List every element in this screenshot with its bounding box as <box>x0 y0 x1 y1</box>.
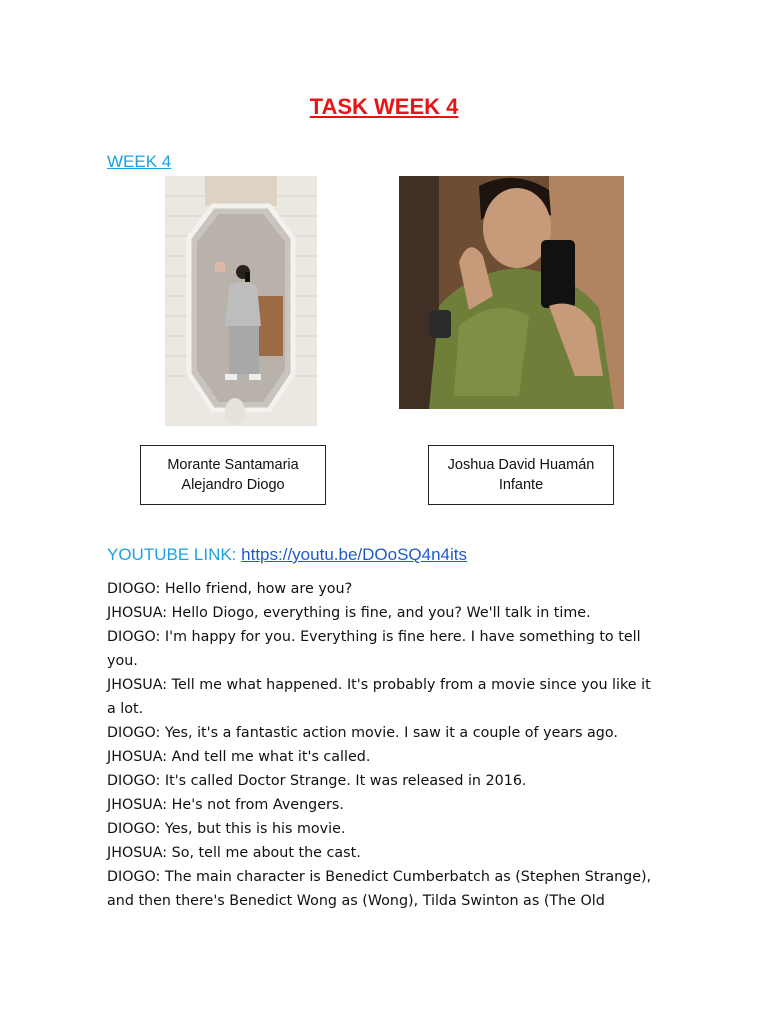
page-title: TASK WEEK 4 <box>309 94 459 119</box>
dialogue-line: JHOSUA: And tell me what it's called. <box>107 749 371 765</box>
youtube-link-url[interactable]: https://youtu.be/DOoSQ4n4its <box>241 545 468 564</box>
dialogue-line: DIOGO: Yes, but this is his movie. <box>107 821 346 837</box>
mirror-selfie-illustration <box>165 176 317 426</box>
dialogue-line: DIOGO: Hello friend, how are you? <box>107 581 353 597</box>
dialogue-line: JHOSUA: So, tell me about the cast. <box>107 845 361 861</box>
name-right-line-1: Joshua David Huamán <box>447 457 595 473</box>
dialogue-line: JHOSUA: Tell me what happened. It's probably from a movie since you like it a lot. <box>107 677 651 717</box>
dialogue-line: JHOSUA: Hello Diogo, everything is fine, and you? We'll talk in time. <box>107 605 591 621</box>
dialogue-text <box>107 577 657 913</box>
selfie-photo <box>399 176 624 409</box>
dialogue-line: DIOGO: The main character is Benedict Cumberbatch as (Stephen Strange), and then there's Benedict Wong as (Wong), Tilda Swinton as (The Old <box>107 869 652 909</box>
dialogue-line: DIOGO: It's called Doctor Strange. It was released in 2016. <box>107 773 527 789</box>
name-left-line-1: Morante Santamaria <box>167 457 299 473</box>
name-left-line-2: Alejandro Diogo <box>181 477 285 493</box>
dialogue-line: DIOGO: Yes, it's a fantastic action movie. I saw it a couple of years ago. <box>107 725 618 741</box>
week-heading[interactable]: WEEK 4 <box>107 152 172 171</box>
youtube-link-label: YOUTUBE LINK: <box>107 545 237 564</box>
mirror-selfie-photo <box>165 176 317 426</box>
name-right-line-2: Infante <box>498 477 544 493</box>
dialogue-line: JHOSUA: He's not from Avengers. <box>107 797 344 813</box>
youtube-link-line <box>107 545 467 565</box>
name-box-left <box>140 445 326 505</box>
name-box-right <box>428 445 614 505</box>
selfie-illustration <box>399 176 624 409</box>
dialogue-line: DIOGO: I'm happy for you. Everything is fine here. I have something to tell you. <box>107 629 641 669</box>
